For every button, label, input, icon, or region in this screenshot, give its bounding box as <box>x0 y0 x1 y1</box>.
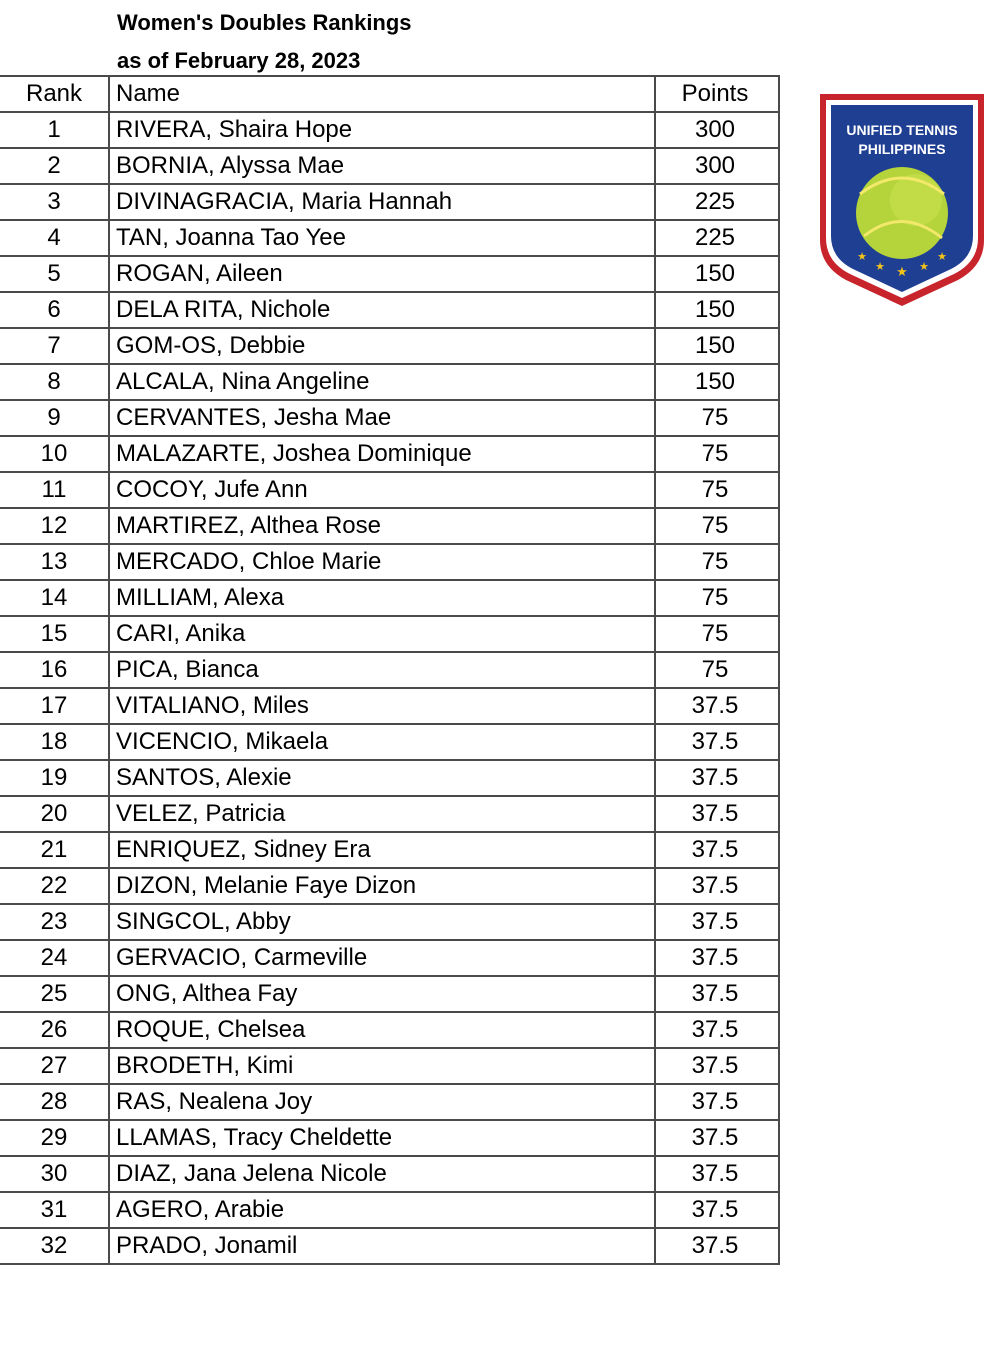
rank-cell: 25 <box>0 976 109 1012</box>
name-cell: RIVERA, Shaira Hope <box>109 112 655 148</box>
rank-cell: 6 <box>0 292 109 328</box>
table-row <box>0 1120 779 1156</box>
rank-cell: 5 <box>0 256 109 292</box>
table-row <box>0 292 779 328</box>
points-cell: 37.5 <box>655 868 779 904</box>
rank-cell: 32 <box>0 1228 109 1264</box>
table-row <box>0 976 779 1012</box>
rank-cell: 7 <box>0 328 109 364</box>
rank-cell: 20 <box>0 796 109 832</box>
rank-cell: 19 <box>0 760 109 796</box>
name-cell: ONG, Althea Fay <box>109 976 655 1012</box>
name-cell: VITALIANO, Miles <box>109 688 655 724</box>
column-header-rank: Rank <box>0 76 109 112</box>
table-row <box>0 544 779 580</box>
points-cell: 37.5 <box>655 1192 779 1228</box>
table-row <box>0 1192 779 1228</box>
rank-cell: 29 <box>0 1120 109 1156</box>
name-cell: VICENCIO, Mikaela <box>109 724 655 760</box>
name-cell: DIZON, Melanie Faye Dizon <box>109 868 655 904</box>
points-cell: 37.5 <box>655 1012 779 1048</box>
rank-cell: 16 <box>0 652 109 688</box>
points-cell: 37.5 <box>655 760 779 796</box>
rank-cell: 12 <box>0 508 109 544</box>
rank-cell: 1 <box>0 112 109 148</box>
points-cell: 75 <box>655 472 779 508</box>
points-cell: 37.5 <box>655 688 779 724</box>
points-cell: 150 <box>655 328 779 364</box>
rankings-table <box>0 75 780 1265</box>
points-cell: 75 <box>655 400 779 436</box>
table-row <box>0 472 779 508</box>
name-cell: TAN, Joanna Tao Yee <box>109 220 655 256</box>
rank-cell: 3 <box>0 184 109 220</box>
name-cell: PICA, Bianca <box>109 652 655 688</box>
points-cell: 37.5 <box>655 1156 779 1192</box>
table-row <box>0 256 779 292</box>
rank-cell: 27 <box>0 1048 109 1084</box>
page-title: Women's Doubles Rankings <box>117 10 412 35</box>
table-row <box>0 688 779 724</box>
points-cell: 37.5 <box>655 1084 779 1120</box>
table-row <box>0 364 779 400</box>
name-cell: BRODETH, Kimi <box>109 1048 655 1084</box>
star-icon: ★ <box>937 251 947 263</box>
table-row <box>0 760 779 796</box>
points-cell: 150 <box>655 292 779 328</box>
table-row <box>0 616 779 652</box>
rank-cell: 2 <box>0 148 109 184</box>
rank-cell: 26 <box>0 1012 109 1048</box>
points-cell: 225 <box>655 220 779 256</box>
name-cell: GERVACIO, Carmeville <box>109 940 655 976</box>
table-row <box>0 724 779 760</box>
points-cell: 150 <box>655 364 779 400</box>
unified-tennis-philippines-logo <box>818 90 986 310</box>
points-cell: 37.5 <box>655 724 779 760</box>
points-cell: 37.5 <box>655 832 779 868</box>
points-cell: 75 <box>655 508 779 544</box>
column-header-points: Points <box>655 76 779 112</box>
logo-text-line2: PHILIPPINES <box>858 141 946 157</box>
name-cell: PRADO, Jonamil <box>109 1228 655 1264</box>
rank-cell: 23 <box>0 904 109 940</box>
table-header-row <box>0 76 779 112</box>
name-cell: COCOY, Jufe Ann <box>109 472 655 508</box>
name-cell: DIVINAGRACIA, Maria Hannah <box>109 184 655 220</box>
table-row <box>0 652 779 688</box>
points-cell: 225 <box>655 184 779 220</box>
rank-cell: 8 <box>0 364 109 400</box>
points-cell: 75 <box>655 544 779 580</box>
table-row <box>0 436 779 472</box>
points-cell: 150 <box>655 256 779 292</box>
points-cell: 300 <box>655 112 779 148</box>
star-icon: ★ <box>857 251 867 263</box>
name-cell: SANTOS, Alexie <box>109 760 655 796</box>
name-cell: ROGAN, Aileen <box>109 256 655 292</box>
star-icon: ★ <box>875 261 885 273</box>
rank-cell: 10 <box>0 436 109 472</box>
rank-cell: 4 <box>0 220 109 256</box>
rank-cell: 13 <box>0 544 109 580</box>
table-row <box>0 904 779 940</box>
points-cell: 37.5 <box>655 940 779 976</box>
rank-cell: 30 <box>0 1156 109 1192</box>
rank-cell: 17 <box>0 688 109 724</box>
table-row <box>0 148 779 184</box>
rank-cell: 9 <box>0 400 109 436</box>
name-cell: MILLIAM, Alexa <box>109 580 655 616</box>
table-row <box>0 328 779 364</box>
title-block <box>117 4 412 80</box>
points-cell: 300 <box>655 148 779 184</box>
name-cell: CERVANTES, Jesha Mae <box>109 400 655 436</box>
points-cell: 37.5 <box>655 1120 779 1156</box>
table-row <box>0 112 779 148</box>
tennis-ball-shield-icon <box>818 90 986 310</box>
rankings-table-body <box>0 112 779 1264</box>
name-cell: CARI, Anika <box>109 616 655 652</box>
points-cell: 75 <box>655 652 779 688</box>
name-cell: BORNIA, Alyssa Mae <box>109 148 655 184</box>
table-row <box>0 184 779 220</box>
name-cell: AGERO, Arabie <box>109 1192 655 1228</box>
name-cell: DELA RITA, Nichole <box>109 292 655 328</box>
rank-cell: 28 <box>0 1084 109 1120</box>
table-row <box>0 940 779 976</box>
table-row <box>0 580 779 616</box>
points-cell: 37.5 <box>655 796 779 832</box>
points-cell: 75 <box>655 436 779 472</box>
name-cell: VELEZ, Patricia <box>109 796 655 832</box>
rank-cell: 21 <box>0 832 109 868</box>
points-cell: 37.5 <box>655 904 779 940</box>
table-row <box>0 220 779 256</box>
logo-text-line1: UNIFIED TENNIS <box>846 122 958 138</box>
name-cell: DIAZ, Jana Jelena Nicole <box>109 1156 655 1192</box>
name-cell: MERCADO, Chloe Marie <box>109 544 655 580</box>
rank-cell: 15 <box>0 616 109 652</box>
rank-cell: 22 <box>0 868 109 904</box>
points-cell: 37.5 <box>655 1228 779 1264</box>
rank-cell: 14 <box>0 580 109 616</box>
points-cell: 75 <box>655 580 779 616</box>
table-row <box>0 1084 779 1120</box>
column-header-name: Name <box>109 76 655 112</box>
points-cell: 75 <box>655 616 779 652</box>
name-cell: LLAMAS, Tracy Cheldette <box>109 1120 655 1156</box>
name-cell: ENRIQUEZ, Sidney Era <box>109 832 655 868</box>
name-cell: MARTIREZ, Althea Rose <box>109 508 655 544</box>
star-icon: ★ <box>919 261 929 273</box>
table-row <box>0 1048 779 1084</box>
rank-cell: 31 <box>0 1192 109 1228</box>
name-cell: ROQUE, Chelsea <box>109 1012 655 1048</box>
table-row <box>0 1228 779 1264</box>
page-subtitle: as of February 28, 2023 <box>117 48 361 73</box>
name-cell: MALAZARTE, Joshea Dominique <box>109 436 655 472</box>
rank-cell: 11 <box>0 472 109 508</box>
table-row <box>0 508 779 544</box>
star-icon: ★ <box>896 264 908 279</box>
rank-cell: 24 <box>0 940 109 976</box>
points-cell: 37.5 <box>655 1048 779 1084</box>
table-row <box>0 1156 779 1192</box>
table-row <box>0 1012 779 1048</box>
table-row <box>0 832 779 868</box>
table-row <box>0 868 779 904</box>
points-cell: 37.5 <box>655 976 779 1012</box>
name-cell: RAS, Nealena Joy <box>109 1084 655 1120</box>
name-cell: SINGCOL, Abby <box>109 904 655 940</box>
table-row <box>0 400 779 436</box>
name-cell: ALCALA, Nina Angeline <box>109 364 655 400</box>
name-cell: GOM-OS, Debbie <box>109 328 655 364</box>
rank-cell: 18 <box>0 724 109 760</box>
table-row <box>0 796 779 832</box>
